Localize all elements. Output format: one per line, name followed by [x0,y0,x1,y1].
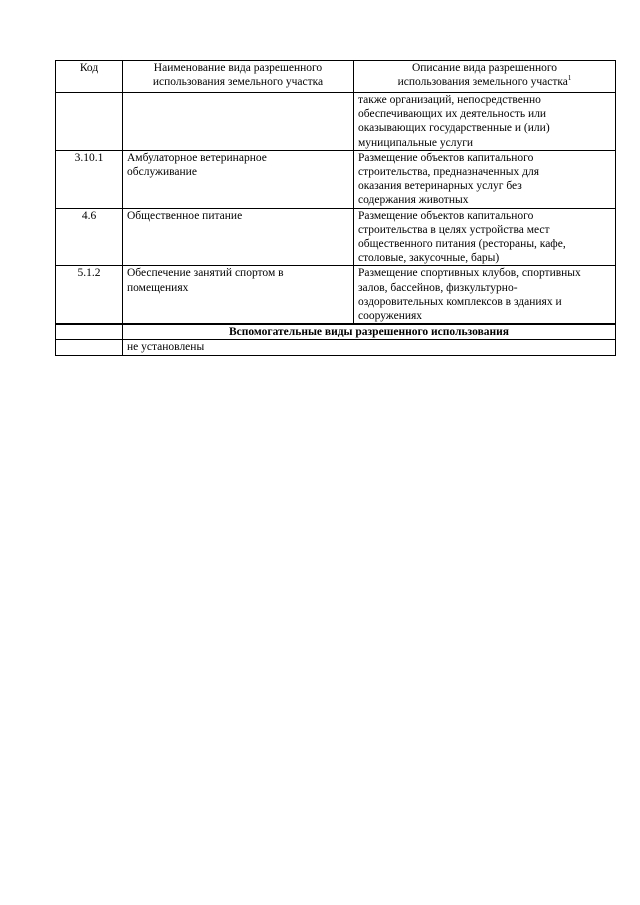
auxiliary-section-title: Вспомогательные виды разрешенного использования [123,324,616,340]
header-description-text: использования земельного участка [397,76,568,89]
cell-description-line: также организаций, непосредственно [358,94,541,106]
cell-description-line: строительства, предназначенных для [358,166,540,179]
cell-code: 3.10.1 [56,150,123,208]
cell-description-line: столовые, закусочные, бары) [358,252,500,265]
cell-description [354,208,616,266]
cell-description-line: оказывающих государственные и (или) [358,122,550,135]
header-name-line: Наименование вида разрешенного [153,62,323,74]
cell-name-line: Обеспечение занятий спортом в [127,267,284,280]
table-row [56,266,616,324]
cell-description-line: обеспечивающих их деятельность или [358,108,547,121]
cell-name-line: Амбулаторное ветеринарное [127,151,267,164]
cell-name [123,93,354,151]
table-row [56,93,616,151]
header-description-line [358,75,611,89]
cell-description [354,150,616,208]
cell-description-line: Размещение спортивных клубов, спортивных [358,267,581,280]
table-row [56,150,616,208]
cell-description-line: общественного питания (рестораны, кафе, [358,238,566,251]
cell-description-line: содержания животных [358,194,469,207]
cell-description-line: Размещение объектов капитального [358,209,534,222]
land-use-table [55,60,616,356]
header-name [123,61,354,93]
cell-description [354,93,616,151]
cell-name [123,208,354,266]
cell-description-line: залов, бассейнов, физкультурно- [358,281,518,294]
auxiliary-title-row [56,324,616,340]
cell-description-line: строительства в целях устройства мест [358,223,550,236]
cell-code: 4.6 [56,208,123,266]
table-row [56,208,616,266]
cell-code [56,340,123,355]
footnote-mark: 1 [567,74,572,83]
table-body [56,93,616,356]
header-description [354,61,616,93]
cell-code [56,93,123,151]
cell-description [354,266,616,324]
cell-description-line: Размещение объектов капитального [358,151,534,164]
auxiliary-value-row [56,340,616,355]
cell-code [56,324,123,340]
cell-name [123,266,354,324]
cell-description-line: сооружениях [358,310,423,323]
header-code: Код [56,61,123,93]
cell-name [123,150,354,208]
cell-name-line: помещениях [127,281,189,294]
cell-description-line: оказания ветеринарных услуг без [358,180,522,193]
table-header-row [56,61,616,93]
header-name-line: использования земельного участка [152,76,324,89]
cell-name-line: обслуживание [127,166,197,179]
cell-description-line: оздоровительных комплексов в зданиях и [358,295,562,308]
cell-name-line: Общественное питание [127,209,243,222]
auxiliary-value: не установлены [123,340,616,355]
cell-description-line: муниципальные услуги [358,136,474,149]
cell-code: 5.1.2 [56,266,123,324]
header-description-line: Описание вида разрешенного [411,62,558,74]
